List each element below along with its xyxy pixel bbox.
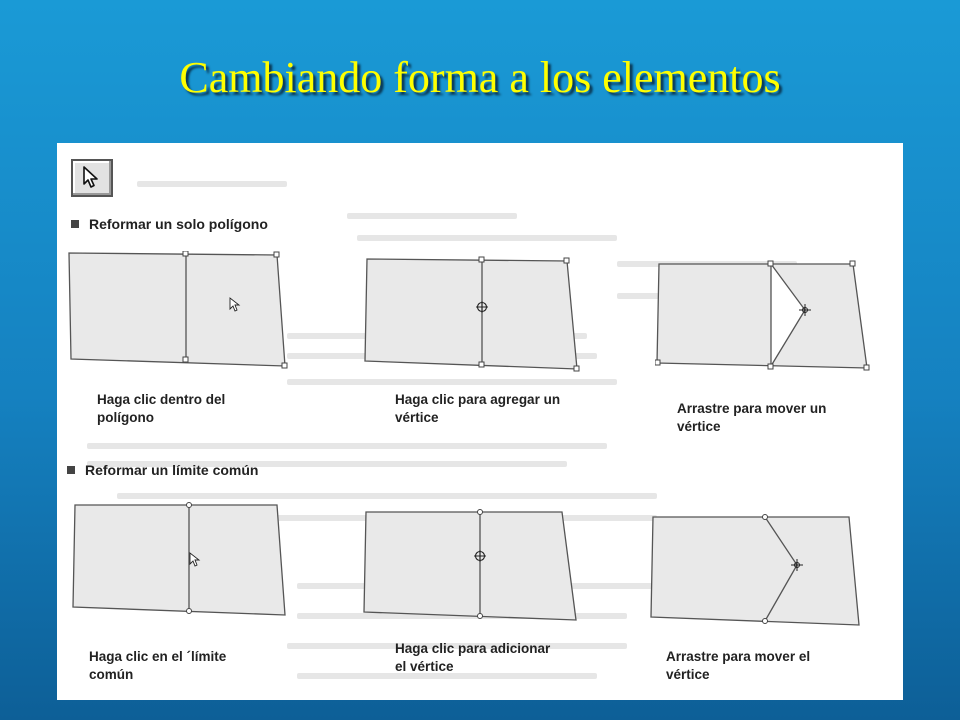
caption-move-shared-vertex: Arrastre para mover el vértice <box>666 649 811 682</box>
diagram-click-inside-polygon <box>67 251 297 371</box>
caption-click-inside-polygon: Haga clic dentro del polígono <box>97 392 226 425</box>
caption-add-shared-vertex: Haga clic para adicionar el vértice <box>395 641 551 674</box>
background-bleed-line <box>287 379 617 385</box>
section-heading-single-polygon <box>71 216 268 232</box>
slide-title: Cambiando forma a los elementos <box>179 53 781 102</box>
section-heading-shared-boundary <box>67 462 258 478</box>
section-heading-label: Reformar un solo polígono <box>89 216 268 232</box>
caption-click-shared-boundary: Haga clic en el ´límite común <box>89 649 227 682</box>
background-bleed-line <box>137 181 287 187</box>
background-bleed-line <box>347 213 517 219</box>
diagram-add-vertex <box>363 255 593 375</box>
caption-move-vertex: Arrastre para mover un vértice <box>677 401 827 434</box>
background-bleed-line <box>87 443 607 449</box>
diagram-move-vertex <box>655 258 875 378</box>
square-bullet-icon <box>67 466 75 474</box>
pointer-arrow-icon <box>77 164 105 190</box>
background-bleed-line <box>357 235 617 241</box>
diagram-move-shared-vertex <box>649 513 879 633</box>
section-heading-label: Reformar un límite común <box>85 462 259 478</box>
diagram-add-shared-vertex <box>362 508 592 628</box>
square-bullet-icon <box>71 220 79 228</box>
screenshot-panel <box>57 143 903 700</box>
background-bleed-line <box>117 493 657 499</box>
diagram-click-shared-boundary <box>71 501 301 621</box>
pointer-tool-button[interactable] <box>71 159 113 197</box>
caption-add-vertex: Haga clic para agregar un vértice <box>395 392 561 425</box>
